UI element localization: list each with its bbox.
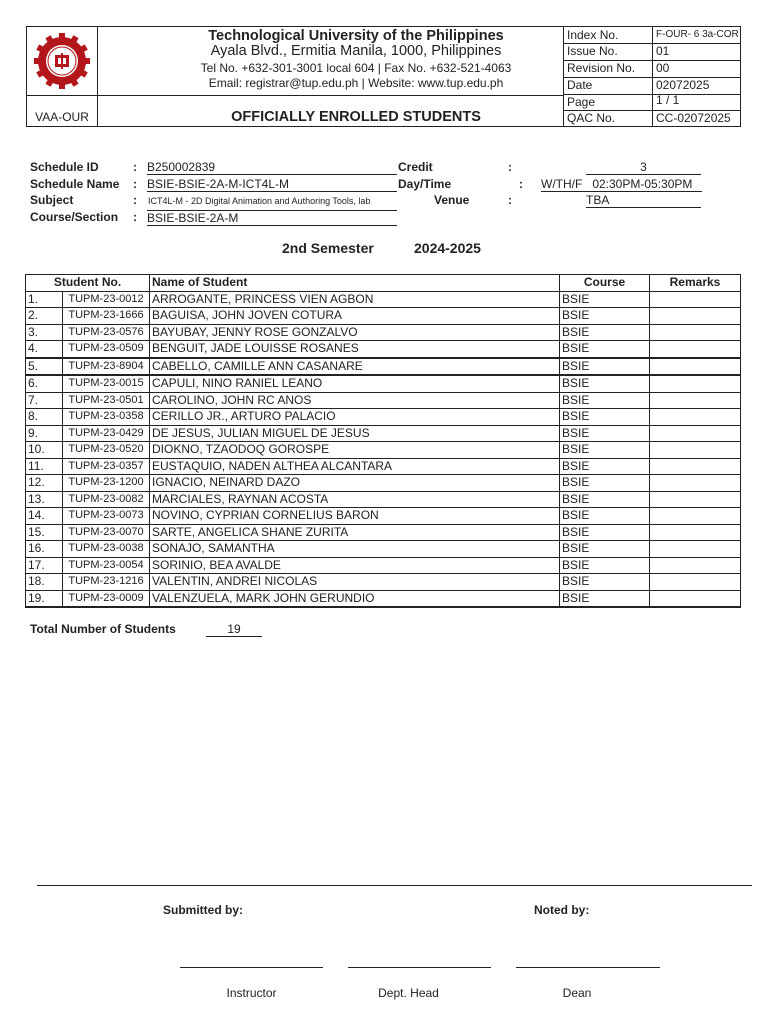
- student-no-cell: TUPM-23-1216: [63, 574, 150, 591]
- colon: :: [508, 193, 512, 207]
- submitted-by-label: Submitted by:: [163, 903, 243, 917]
- remarks-cell: [650, 524, 741, 541]
- course-cell: BSIE: [560, 442, 650, 459]
- remarks-cell: [650, 458, 741, 475]
- row-number: 19.: [26, 590, 63, 607]
- colon: :: [133, 193, 137, 207]
- student-no-cell: TUPM-23-0501: [63, 392, 150, 409]
- table-row: [26, 475, 741, 492]
- student-no-cell: TUPM-23-0520: [63, 442, 150, 459]
- course-cell: BSIE: [560, 425, 650, 442]
- remarks-cell: [650, 308, 741, 325]
- course-cell: BSIE: [560, 375, 650, 392]
- signature-line-instructor: [180, 967, 323, 968]
- course-cell: BSIE: [560, 574, 650, 591]
- column-header-remarks: Remarks: [650, 275, 741, 292]
- student-name-cell: SORINIO, BEA AVALDE: [150, 557, 560, 574]
- student-name-cell: ARROGANTE, PRINCESS VIEN AGBON: [150, 291, 560, 308]
- student-name-cell: EUSTAQUIO, NADEN ALTHEA ALCANTARA: [150, 458, 560, 475]
- student-no-cell: TUPM-23-0054: [63, 557, 150, 574]
- column-header-course: Course: [560, 275, 650, 292]
- credit-label: Credit: [398, 160, 433, 174]
- remarks-cell: [650, 590, 741, 607]
- table-row: [26, 508, 741, 525]
- student-name-cell: CABELLO, CAMILLE ANN CASANARE: [150, 358, 560, 376]
- remarks-cell: [650, 557, 741, 574]
- student-no-cell: TUPM-23-0038: [63, 541, 150, 558]
- daytime-value: W/TH/F 02:30PM-05:30PM: [541, 177, 702, 192]
- remarks-cell: [650, 341, 741, 358]
- table-row: [26, 409, 741, 426]
- course-cell: BSIE: [560, 358, 650, 376]
- remarks-cell: [650, 409, 741, 426]
- university-email-web: Email: registrar@tup.edu.ph | Website: www.tup.edu.ph: [208, 76, 504, 90]
- table-row: [26, 358, 741, 376]
- table-row: [26, 524, 741, 541]
- meta-value-revision: 00: [656, 61, 670, 75]
- student-no-cell: TUPM-23-0070: [63, 524, 150, 541]
- meta-value-qac: CC-02072025: [656, 111, 731, 125]
- university-block: [97, 27, 615, 90]
- course-cell: BSIE: [560, 291, 650, 308]
- remarks-cell: [650, 425, 741, 442]
- row-number: 2.: [26, 308, 63, 325]
- signatory-dept-head: Dept. Head: [378, 986, 439, 1000]
- table-row: [26, 291, 741, 308]
- footer-divider: [37, 885, 752, 886]
- course-cell: BSIE: [560, 491, 650, 508]
- student-name-cell: DE JESUS, JULIAN MIGUEL DE JESUS: [150, 425, 560, 442]
- student-no-cell: TUPM-23-0358: [63, 409, 150, 426]
- student-no-cell: TUPM-23-0015: [63, 375, 150, 392]
- meta-label-issue: Issue No.: [567, 44, 618, 58]
- row-number: 3.: [26, 324, 63, 341]
- course-cell: BSIE: [560, 324, 650, 341]
- course-cell: BSIE: [560, 557, 650, 574]
- course-cell: BSIE: [560, 541, 650, 558]
- row-number: 8.: [26, 409, 63, 426]
- colon: :: [508, 160, 512, 174]
- table-row: [26, 375, 741, 392]
- student-no-cell: TUPM-23-0357: [63, 458, 150, 475]
- venue-label: Venue: [434, 193, 470, 207]
- meta-label-qac: QAC No.: [567, 111, 616, 125]
- enrolled-students-table: [25, 274, 741, 608]
- daytime-label: Day/Time: [398, 177, 452, 191]
- student-name-cell: DIOKNO, TZAODOQ GOROSPE: [150, 442, 560, 459]
- row-number: 7.: [26, 392, 63, 409]
- course-cell: BSIE: [560, 409, 650, 426]
- remarks-cell: [650, 358, 741, 376]
- student-name-cell: CAROLINO, JOHN RC ANOS: [150, 392, 560, 409]
- colon: :: [519, 177, 523, 191]
- colon: :: [133, 177, 137, 191]
- table-row: [26, 442, 741, 459]
- student-no-cell: TUPM-23-0429: [63, 425, 150, 442]
- signatory-instructor: Instructor: [226, 986, 277, 1000]
- course-section-value: BSIE-BSIE-2A-M: [147, 210, 397, 226]
- total-students-label: Total Number of Students: [30, 622, 176, 636]
- course-cell: BSIE: [560, 392, 650, 409]
- table-row: [26, 458, 741, 475]
- student-no-cell: TUPM-23-0012: [63, 291, 150, 308]
- remarks-cell: [650, 491, 741, 508]
- colon: :: [133, 160, 137, 174]
- schedule-id-value: B250002839: [147, 160, 397, 175]
- schedule-name-label: Schedule Name: [30, 177, 120, 191]
- meta-label-page: Page: [567, 95, 596, 109]
- row-number: 5.: [26, 358, 63, 376]
- row-number: 13.: [26, 491, 63, 508]
- row-number: 14.: [26, 508, 63, 525]
- credit-value: 3: [586, 160, 701, 175]
- row-number: 11.: [26, 458, 63, 475]
- row-number: 18.: [26, 574, 63, 591]
- course-cell: BSIE: [560, 524, 650, 541]
- column-header-name: Name of Student: [150, 275, 560, 292]
- course-cell: BSIE: [560, 475, 650, 492]
- row-number: 15.: [26, 524, 63, 541]
- table-row: [26, 324, 741, 341]
- meta-value-issue: 01: [656, 44, 670, 58]
- remarks-cell: [650, 392, 741, 409]
- course-cell: BSIE: [560, 508, 650, 525]
- meta-label-date: Date: [567, 78, 593, 92]
- student-no-cell: TUPM-23-0082: [63, 491, 150, 508]
- remarks-cell: [650, 375, 741, 392]
- student-name-cell: CAPULI, NINO RANIEL LEANO: [150, 375, 560, 392]
- schedule-name-value: BSIE-BSIE-2A-M-ICT4L-M: [147, 177, 397, 192]
- student-no-cell: TUPM-23-8904: [63, 358, 150, 376]
- university-name: Technological University of the Philippines: [208, 28, 504, 44]
- student-name-cell: IGNACIO, NEINARD DAZO: [150, 475, 560, 492]
- venue-value: TBA: [586, 193, 701, 208]
- student-name-cell: BENGUIT, JADE LOUISSE ROSANES: [150, 341, 560, 358]
- table-row: [26, 341, 741, 358]
- form-header: [26, 26, 741, 127]
- university-address: Ayala Blvd., Ermitia Manila, 1000, Philippines: [210, 43, 502, 59]
- school-year: 2024-2025: [414, 240, 481, 256]
- remarks-cell: [650, 541, 741, 558]
- university-contact: Tel No. +632-301-3001 local 604 | Fax No. +632-521-4063: [200, 61, 512, 75]
- row-number: 16.: [26, 541, 63, 558]
- table-row: [26, 590, 741, 607]
- course-cell: BSIE: [560, 341, 650, 358]
- remarks-cell: [650, 508, 741, 525]
- office-code: VAA-OUR: [35, 110, 89, 124]
- student-no-cell: TUPM-23-0509: [63, 341, 150, 358]
- noted-by-label: Noted by:: [534, 903, 590, 917]
- student-name-cell: VALENTIN, ANDREI NICOLAS: [150, 574, 560, 591]
- row-number: 6.: [26, 375, 63, 392]
- university-logo: [27, 27, 97, 95]
- student-name-cell: SARTE, ANGELICA SHANE ZURITA: [150, 524, 560, 541]
- remarks-cell: [650, 574, 741, 591]
- student-no-cell: TUPM-23-0009: [63, 590, 150, 607]
- table-row: [26, 557, 741, 574]
- total-students-value: 19: [206, 622, 262, 637]
- meta-label-index: Index No.: [567, 28, 619, 42]
- row-number: 4.: [26, 341, 63, 358]
- student-name-cell: BAGUISA, JOHN JOVEN COTURA: [150, 308, 560, 325]
- table-row: [26, 425, 741, 442]
- table-row: [26, 541, 741, 558]
- table-header-row: [26, 275, 741, 292]
- row-number: 12.: [26, 475, 63, 492]
- student-name-cell: BAYUBAY, JENNY ROSE GONZALVO: [150, 324, 560, 341]
- remarks-cell: [650, 475, 741, 492]
- table-row: [26, 308, 741, 325]
- signature-line-dept-head: [348, 967, 491, 968]
- remarks-cell: [650, 442, 741, 459]
- colon: :: [133, 210, 137, 224]
- course-cell: BSIE: [560, 308, 650, 325]
- course-cell: BSIE: [560, 458, 650, 475]
- signature-line-dean: [516, 967, 660, 968]
- semester: 2nd Semester: [282, 240, 374, 256]
- student-name-cell: VALENZUELA, MARK JOHN GERUNDIO: [150, 590, 560, 607]
- meta-value-page: 1 / 1: [656, 93, 680, 107]
- row-number: 17.: [26, 557, 63, 574]
- course-section-label: Course/Section: [30, 210, 119, 224]
- table-row: [26, 491, 741, 508]
- student-name-cell: MARCIALES, RAYNAN ACOSTA: [150, 491, 560, 508]
- row-number: 1.: [26, 291, 63, 308]
- subject-value: ICT4L-M - 2D Digital Animation and Authoring Tools, lab: [148, 196, 371, 206]
- remarks-cell: [650, 291, 741, 308]
- student-no-cell: TUPM-23-1666: [63, 308, 150, 325]
- remarks-cell: [650, 324, 741, 341]
- meta-value-index: F-OUR- 6 3a-COR: [656, 29, 739, 40]
- row-number: 10.: [26, 442, 63, 459]
- subject-label: Subject: [30, 193, 74, 207]
- student-no-cell: TUPM-23-0073: [63, 508, 150, 525]
- table-row: [26, 574, 741, 591]
- meta-label-revision: Revision No.: [567, 61, 636, 75]
- student-no-cell: TUPM-23-1200: [63, 475, 150, 492]
- student-name-cell: NOVINO, CYPRIAN CORNELIUS BARON: [150, 508, 560, 525]
- table-row: [26, 392, 741, 409]
- student-name-cell: SONAJO, SAMANTHA: [150, 541, 560, 558]
- course-cell: BSIE: [560, 590, 650, 607]
- row-number: 9.: [26, 425, 63, 442]
- column-header-student-no: Student No.: [26, 275, 150, 292]
- signatory-dean: Dean: [562, 986, 592, 1000]
- student-name-cell: CERILLO JR., ARTURO PALACIO: [150, 409, 560, 426]
- meta-value-date: 02072025: [656, 78, 710, 92]
- schedule-id-label: Schedule ID: [30, 160, 99, 174]
- student-no-cell: TUPM-23-0576: [63, 324, 150, 341]
- form-title: OFFICIALLY ENROLLED STUDENTS: [231, 109, 481, 125]
